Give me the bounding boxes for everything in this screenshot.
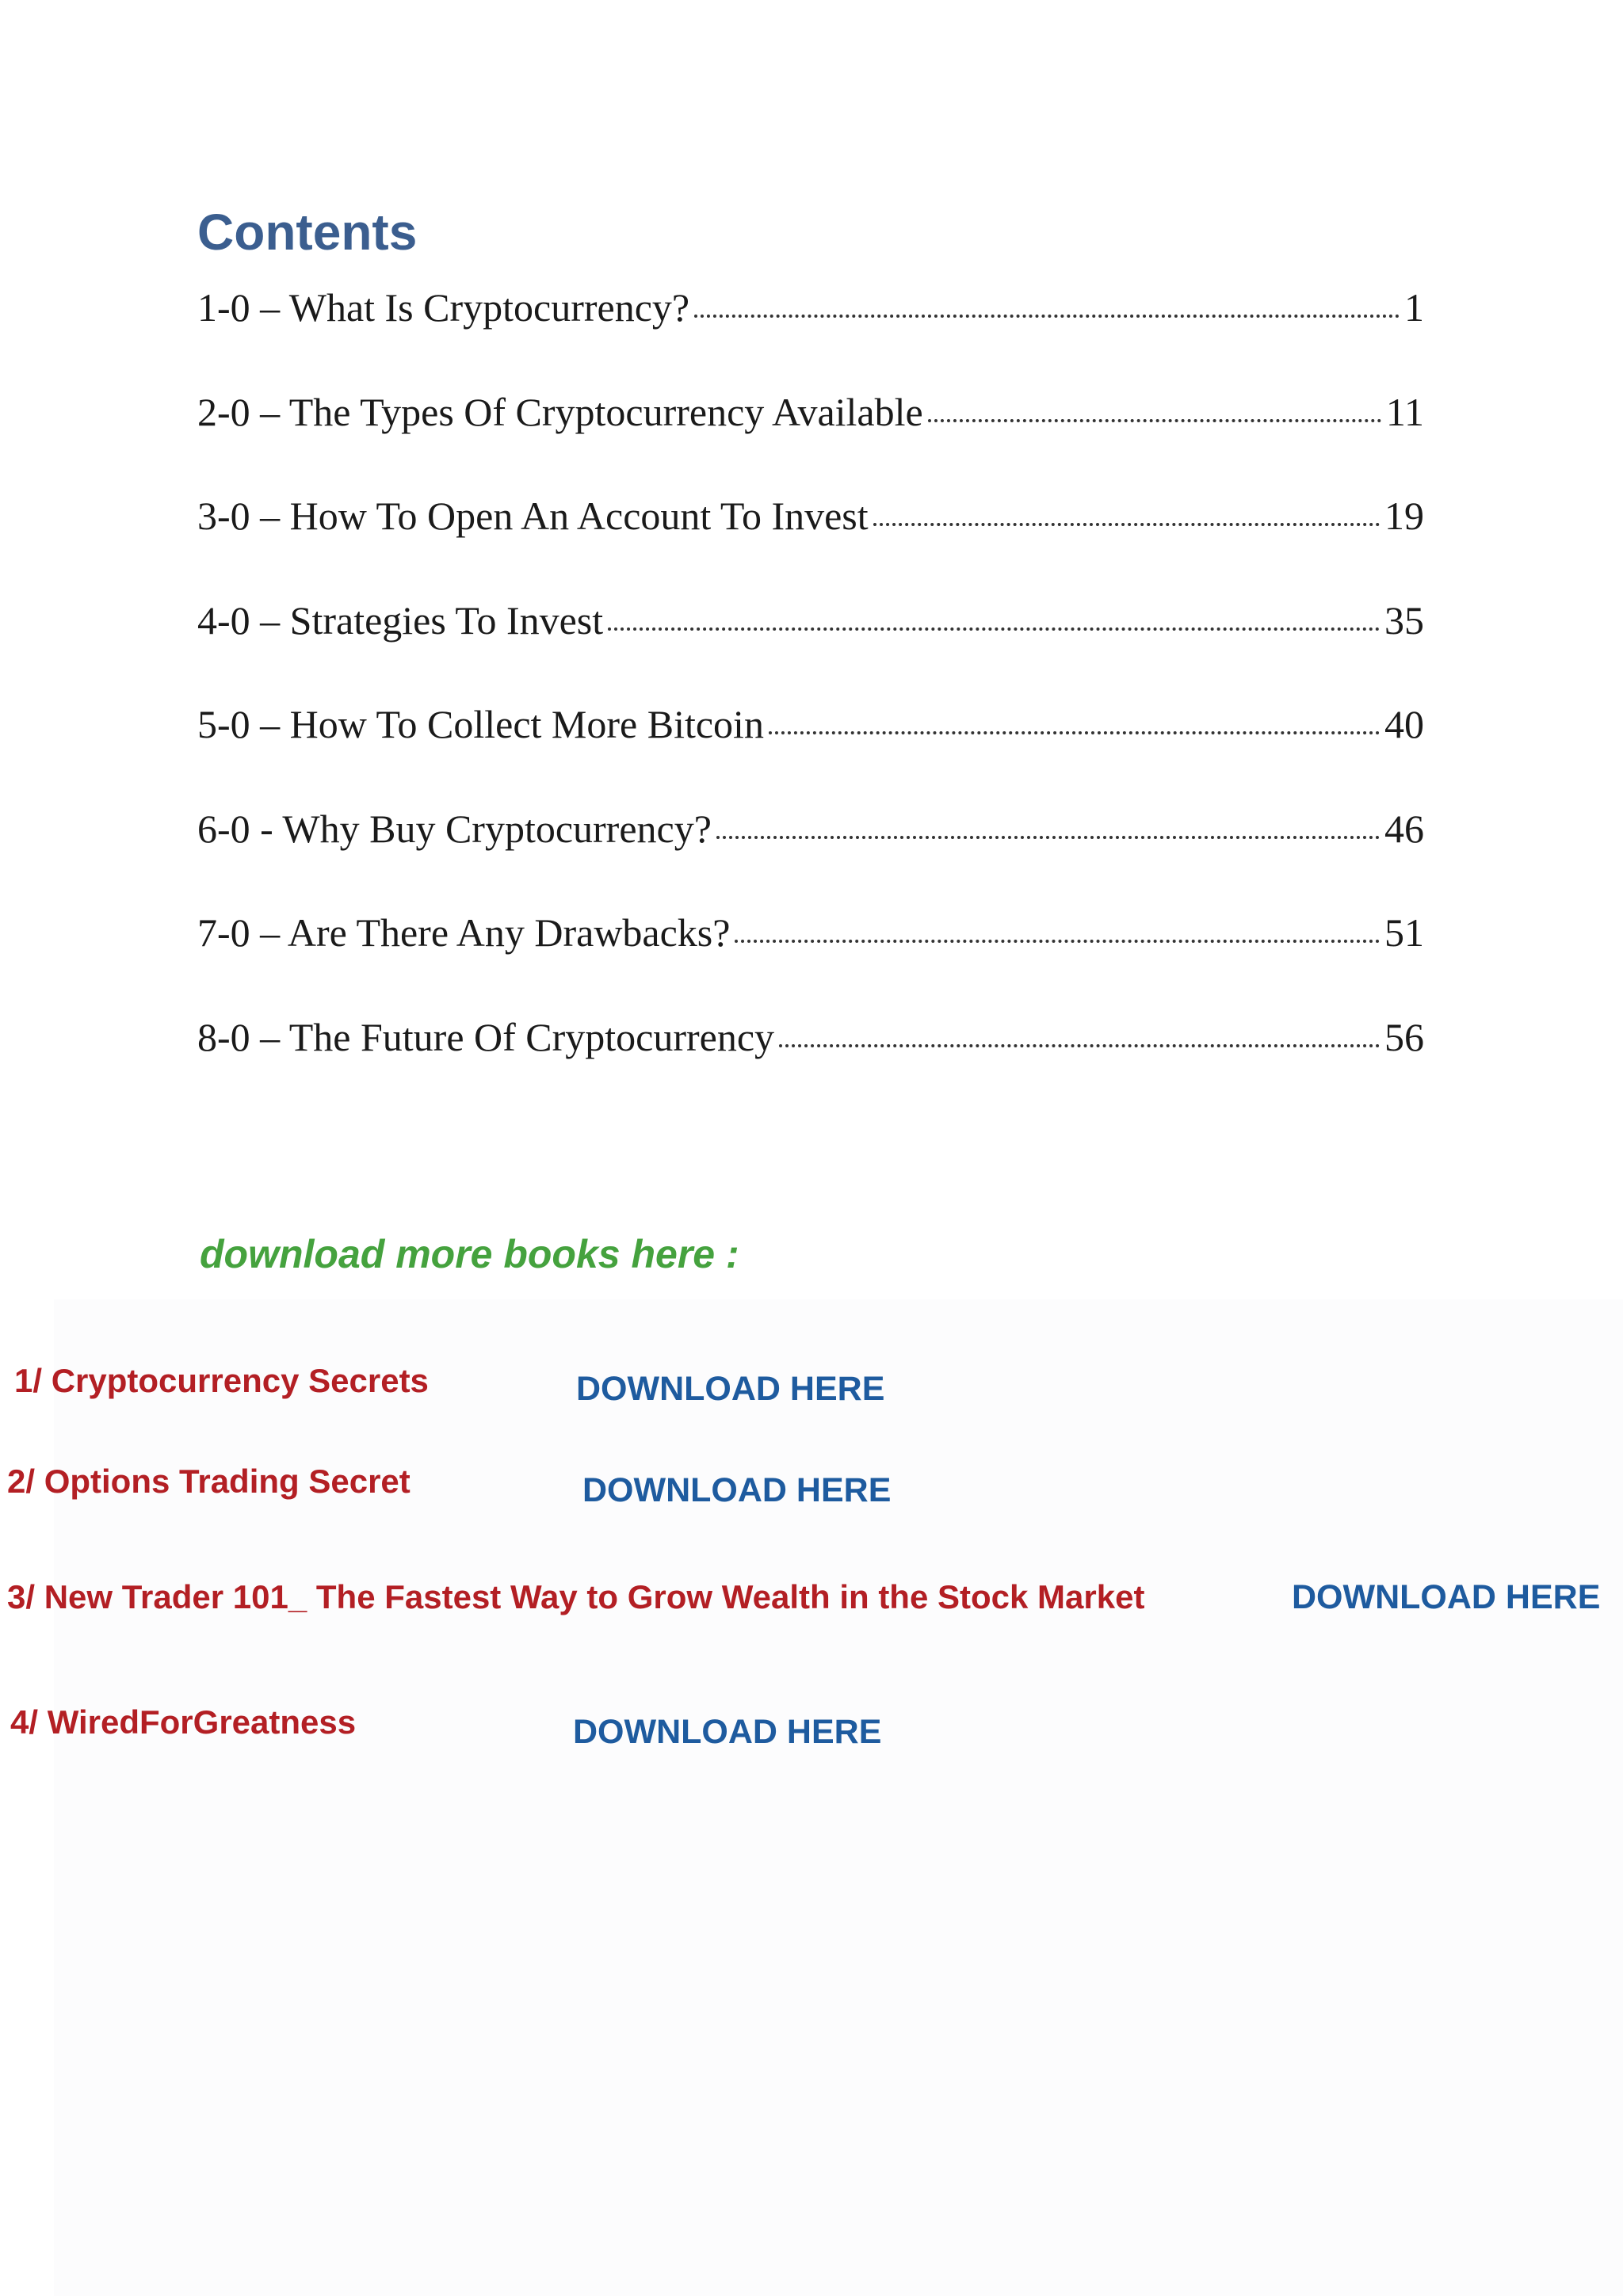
toc-entry: [197, 692, 1424, 797]
toc-entry: [197, 589, 1424, 693]
toc-entry: [197, 484, 1424, 589]
toc-entry-page: 1: [1404, 285, 1424, 330]
toc-entry-title: 2-0 – The Types Of Cryptocurrency Available: [197, 389, 923, 434]
download-link[interactable]: DOWNLOAD HERE: [576, 1370, 885, 1408]
toc-entry-page: 51: [1384, 910, 1424, 955]
toc-entry-title: 4-0 – Strategies To Invest: [197, 597, 604, 643]
toc-entry-title: 5-0 – How To Collect More Bitcoin: [197, 702, 764, 746]
book-title: 1/ Cryptocurrency Secrets: [14, 1362, 429, 1399]
toc-entry-title: 1-0 – What Is Cryptocurrency?: [197, 285, 690, 330]
book-title: 4/ WiredForGreatness: [10, 1703, 357, 1741]
contents-heading: Contents: [197, 204, 418, 261]
toc-entry-page: 35: [1384, 597, 1424, 643]
toc-entry: [197, 797, 1424, 902]
toc-dot-leader: [873, 523, 1380, 526]
page-shading: [54, 1299, 1623, 2296]
toc-entry-page: 46: [1384, 806, 1424, 851]
toc-entry: [197, 276, 1424, 380]
toc-entry-page: 40: [1384, 702, 1424, 746]
toc-dot-leader: [716, 836, 1380, 839]
table-of-contents: [197, 276, 1424, 1109]
toc-entry-title: 7-0 – Are There Any Drawbacks?: [197, 910, 731, 955]
toc-dot-leader: [735, 940, 1380, 943]
toc-entry-page: 56: [1384, 1014, 1424, 1059]
toc-entry: [197, 1005, 1424, 1110]
book-title: 3/ New Trader 101_ The Fastest Way to Grow Wealth in the Stock Market: [7, 1578, 1145, 1615]
toc-dot-leader: [694, 315, 1400, 318]
toc-entry-page: 11: [1385, 389, 1424, 434]
download-link[interactable]: DOWNLOAD HERE: [582, 1471, 892, 1509]
download-link[interactable]: DOWNLOAD HERE: [573, 1713, 882, 1751]
toc-entry: [197, 380, 1424, 485]
download-link[interactable]: DOWNLOAD HERE: [1292, 1578, 1601, 1616]
book-title: 2/ Options Trading Secret: [7, 1463, 411, 1500]
toc-entry-title: 3-0 – How To Open An Account To Invest: [197, 494, 869, 538]
toc-entry: [197, 901, 1424, 1005]
toc-dot-leader: [608, 627, 1380, 631]
toc-dot-leader: [928, 419, 1381, 422]
toc-dot-leader: [779, 1044, 1380, 1047]
download-more-books-heading: download more books here :: [200, 1232, 739, 1276]
toc-dot-leader: [769, 731, 1380, 734]
toc-entry-title: 8-0 – The Future Of Cryptocurrency: [197, 1014, 775, 1059]
toc-entry-page: 19: [1384, 494, 1424, 538]
toc-entry-title: 6-0 - Why Buy Cryptocurrency?: [197, 806, 712, 851]
